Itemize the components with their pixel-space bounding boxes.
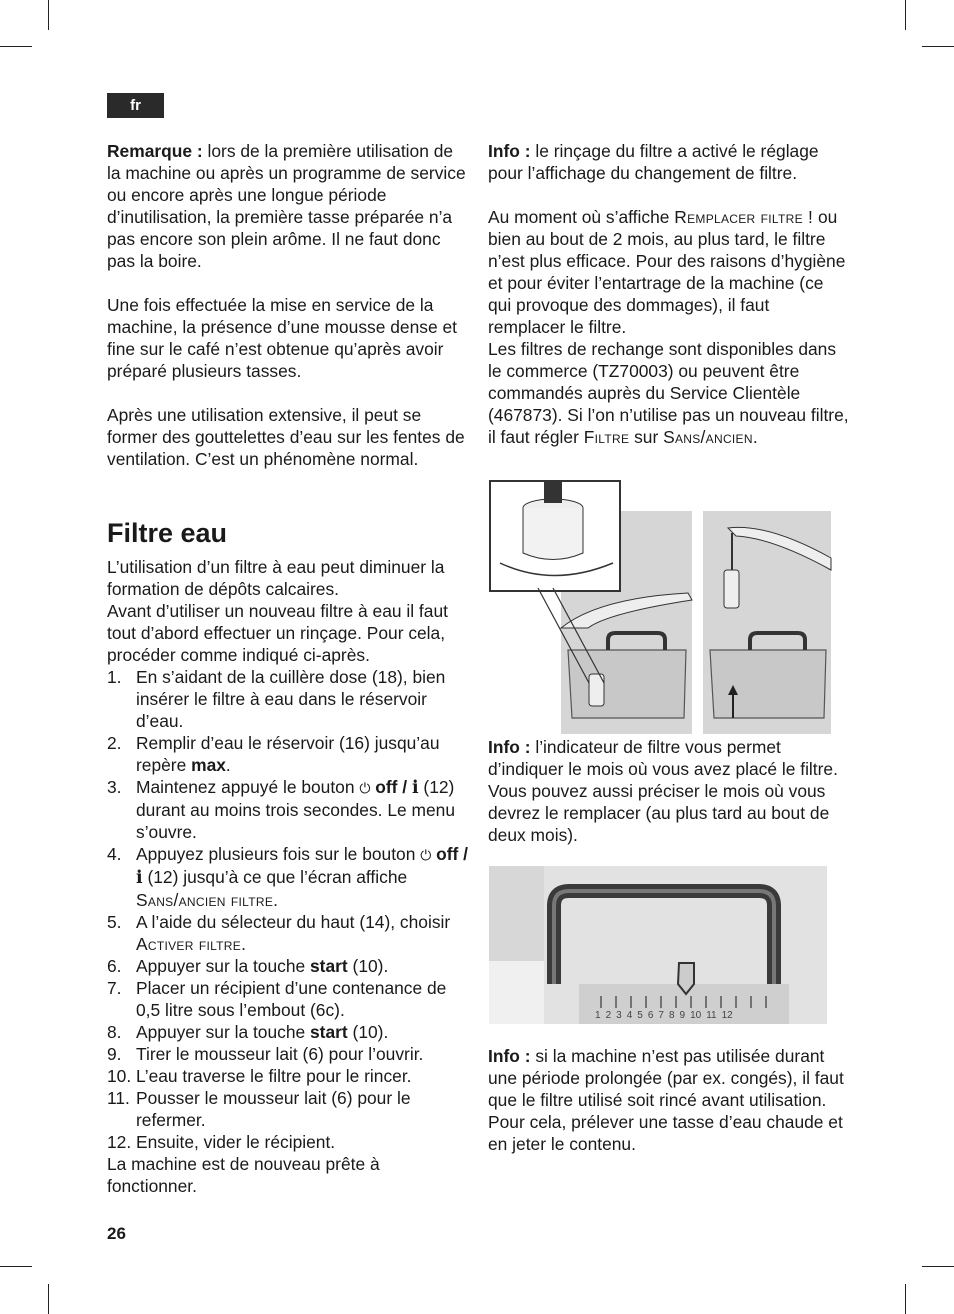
month-label: 10: [690, 1010, 702, 1021]
crop-mark: [905, 0, 906, 30]
step-item: [107, 843, 469, 911]
step-text: .: [273, 890, 278, 910]
step-number: 8.: [107, 1022, 122, 1042]
step-number: 10.: [107, 1066, 132, 1086]
month-label: 5: [637, 1010, 643, 1021]
step-number: 4.: [107, 844, 122, 864]
step-item: [107, 955, 469, 977]
step-text: (10).: [347, 956, 389, 976]
info-text: si la machine n’est pas utilisée durant une période prolongée (par ex. congés), il faut que le filtre utilisé soit rincé avant utilisation. Pour cela, prélever une tasse d’eau chaude et en jeter le contenu.: [488, 1046, 844, 1154]
step-item: [107, 1021, 469, 1043]
step-text: Maintenez appuyé le bouton: [136, 777, 360, 797]
month-label: 2: [605, 1010, 612, 1021]
step-text: Placer un récipient d’une contenance de 0,5 litre sous l’embout (6c).: [136, 978, 447, 1020]
language-tab: fr: [107, 93, 164, 118]
body-text: sur: [629, 427, 664, 447]
right-column-middle: [488, 736, 850, 846]
step-number: 9.: [107, 1044, 122, 1064]
step-number: 11.: [107, 1088, 130, 1108]
step-text: (10).: [347, 1022, 389, 1042]
body-text: ou bien au bout de 2 mois, au plus tard, le filtre n’est plus efficace. Pour des raisons d’hygiène et pour éviter l’entartrage de la machine (ce qui provoque des dommages), il faut remplacer le filtre.: [488, 207, 846, 337]
remark-paragraph: [107, 140, 469, 272]
info-label: Info :: [488, 1046, 531, 1066]
step-text: En s’aidant de la cuillère dose (18), bien insérer le filtre à eau dans le réservoir d’eau.: [136, 667, 446, 731]
right-column-top: [488, 140, 850, 448]
step-text: Remplir d’eau le réservoir (16) jusqu’au repère: [136, 733, 440, 775]
body-text: Au moment où s’affiche: [488, 207, 675, 227]
display-text: Sans/ancien: [663, 427, 753, 447]
step-item: [107, 1131, 469, 1153]
step-text: .: [225, 755, 231, 775]
step-bold: off /: [370, 777, 412, 797]
step-text: Appuyez plusieurs fois sur le bouton: [136, 844, 421, 864]
step-item: [107, 776, 469, 843]
step-number: 3.: [107, 777, 122, 797]
display-text: Activer filtre: [136, 934, 242, 954]
steps-list: [107, 666, 469, 1153]
info-paragraph: [488, 1045, 850, 1155]
intro-paragraph-2: Avant d’utiliser un nouveau filtre à eau il faut tout d’abord effectuer un rinçage. Pour cela, procéder comme indiqué ci-après.: [107, 601, 448, 665]
crop-mark: [48, 0, 49, 30]
left-column: [107, 140, 469, 1197]
info-paragraph: [488, 736, 850, 846]
step-number: 7.: [107, 978, 122, 998]
right-column-bottom: [488, 1045, 850, 1155]
step-text: Tirer le mousseur lait (6) pour l’ouvrir.: [136, 1044, 424, 1064]
crop-mark: [0, 46, 32, 47]
closing-paragraph: La machine est de nouveau prête à fonctionner.: [107, 1154, 380, 1196]
step-bold: off /: [431, 844, 468, 864]
month-label: 6: [647, 1010, 654, 1021]
step-text: L’eau traverse le filtre pour le rincer.: [136, 1066, 412, 1086]
crop-mark: [922, 46, 954, 47]
month-label: 1: [595, 1010, 601, 1021]
step-number: 1.: [107, 667, 122, 687]
filter-insertion-illustration: [488, 478, 833, 734]
info-paragraph: [488, 140, 850, 184]
month-label: 8: [668, 1010, 675, 1021]
month-label: 4: [626, 1010, 633, 1021]
droplets-paragraph: Après une utilisation extensive, il peut se former des gouttelettes d’eau sur les fentes de ventilation. C’est un phénomène normal.: [107, 405, 465, 469]
display-text: Filtre: [583, 427, 630, 447]
info-text: l’indicateur de filtre vous permet d’indiquer le mois où vous avez placé le filtre. Vous pouvez aussi préciser le mois où vous devrez le remplacer (au plus tard au bout de deux mois).: [488, 737, 838, 845]
step-text: A l’aide du sélecteur du haut (14), choisir: [136, 912, 451, 932]
step-item: [107, 911, 469, 955]
section-title: Filtre eau: [107, 518, 228, 548]
month-label: 12: [721, 1010, 733, 1021]
step-number: 2.: [107, 733, 122, 753]
crop-mark: [48, 1284, 49, 1314]
remark-text: lors de la première utilisation de la machine ou après un programme de service ou encore après une longue période d’inutilisation, la première tasse préparée n’a pas encore son plein arôme. Il ne faut donc pas la boire.: [107, 141, 466, 271]
filter-indicator-illustration: [489, 866, 827, 1024]
info-label: Info :: [488, 141, 531, 161]
step-item: [107, 1087, 469, 1131]
page-number: 26: [107, 1224, 126, 1243]
step-item: [107, 977, 469, 1021]
month-label: 9: [679, 1010, 686, 1021]
remark-label: Remarque :: [107, 141, 203, 161]
month-label: 3: [616, 1010, 622, 1021]
step-bold: start: [310, 1022, 348, 1042]
foam-paragraph: Une fois effectuée la mise en service de la machine, la présence d’une mousse dense et fine sur le café n’est obtenue qu’après avoir préparé plusieurs tasses.: [107, 295, 457, 381]
step-text: Ensuite, vider le récipient.: [136, 1132, 336, 1152]
spare-filter-paragraph: [488, 338, 850, 448]
step-item: [107, 732, 469, 776]
info-icon: i: [136, 868, 143, 888]
crop-mark: [922, 1266, 954, 1267]
body-text: Les filtres de rechange sont disponibles dans le commerce (TZ70003) ou peuvent être commandés auprès du Service Clientèle (467873). Si l’on n’utilise pas un nouveau filtre, il faut régler: [488, 339, 849, 447]
step-text: .: [241, 934, 246, 954]
intro-paragraph: L’utilisation d’un filtre à eau peut diminuer la formation de dépôts calcaires.: [107, 557, 445, 599]
step-text: (12) jusqu’à ce que l’écran affiche: [142, 867, 408, 887]
month-scale: [595, 1010, 733, 1021]
power-icon: ⏻: [420, 847, 432, 863]
display-text: Remplacer filtre !: [674, 207, 814, 227]
info-label: Info :: [488, 737, 531, 757]
step-text: Appuyer sur la touche: [136, 956, 311, 976]
step-text: Pousser le mousseur lait (6) pour le refermer.: [136, 1088, 411, 1130]
body-text: .: [752, 427, 758, 447]
step-bold: start: [310, 956, 348, 976]
step-text: Appuyer sur la touche: [136, 1022, 311, 1042]
replace-paragraph: [488, 206, 850, 338]
step-number: 12.: [107, 1132, 132, 1152]
step-item: [107, 666, 469, 732]
month-label: 7: [658, 1010, 664, 1021]
power-icon: ⏻: [359, 780, 371, 796]
step-item: [107, 1065, 469, 1087]
step-bold: max: [191, 755, 226, 775]
step-number: 5.: [107, 912, 122, 932]
step-text: (12) durant au moins trois secondes. Le menu s’ouvre.: [136, 777, 456, 842]
crop-mark: [905, 1284, 906, 1314]
step-item: [107, 1043, 469, 1065]
info-icon: i: [411, 778, 419, 798]
crop-mark: [0, 1266, 32, 1267]
info-text: le rinçage du filtre a activé le réglage pour l’affichage du changement de filtre.: [488, 141, 819, 183]
step-number: 6.: [107, 956, 122, 976]
month-label: 11: [706, 1010, 717, 1021]
display-text: Sans/ancien filtre: [136, 890, 274, 910]
